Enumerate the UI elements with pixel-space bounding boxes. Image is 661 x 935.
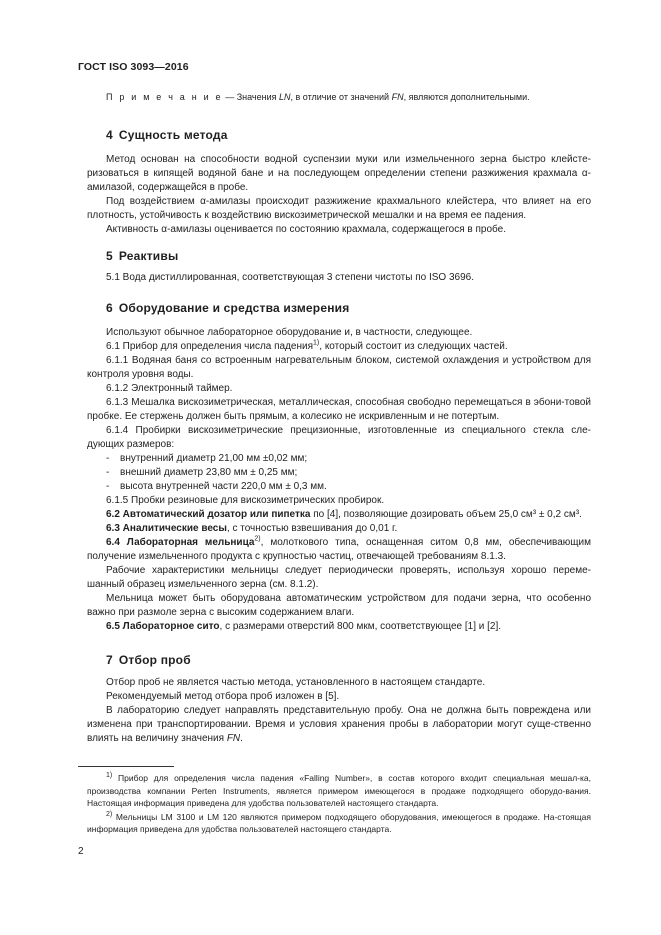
section-7-body xyxy=(87,676,591,746)
section-7-fn: FN xyxy=(226,733,241,744)
footnote-1-marker: 1) xyxy=(106,772,113,780)
footnote-1-text: Прибор для определения числа падения «Falling Number», в состав которого входит специальная мешал-ка, производства компании Perten Instruments, является примером имеющегося в продаже подходящего оборудо-вания. Настоящая информация приведена для удобства пользователей настоящего стандарта. xyxy=(87,773,591,808)
item-6-1-1: 6.1.1 Водяная баня со встроенным нагревательным блоком, системой охлаждения и устройством для контроля уровня воды. xyxy=(87,355,591,380)
section-7-heading xyxy=(106,653,191,667)
item-6-1-text: 6.1 Прибор для определения числа падения xyxy=(106,341,314,352)
item-6-4-para-2: Рабочие характеристики мельницы следует периодически проверять, используя хорошо переме-шанный образец измельченного зерна (см. 8.1.2). xyxy=(87,565,591,590)
footnote-2-marker: 2) xyxy=(106,810,113,818)
footnotes xyxy=(87,772,591,837)
item-6-1-4: 6.1.4 Пробирки вискозиметрические прецизионные, изготовленные из специального стекла сле-дующих размеров: xyxy=(87,425,591,450)
dimension-text-2: внешний диаметр 23,80 мм ± 0,25 мм; xyxy=(120,467,298,478)
item-6-4-text: , молоткового типа, оснащенная ситом 0,8 мм, обеспечивающим получение измельченного продукта с крупностью частиц, отвечающей требованиям 8.1.3. xyxy=(87,537,591,562)
item-6-1 xyxy=(87,340,591,354)
section-4-title: Сущность метода xyxy=(118,128,228,142)
section-7-number: 7 xyxy=(106,653,113,667)
section-4-heading xyxy=(106,128,228,142)
section-4-number: 4 xyxy=(106,128,113,142)
item-6-2-title: 6.2 Автоматический дозатор или пипетка xyxy=(106,509,311,520)
section-7-title: Отбор проб xyxy=(118,653,191,667)
section-5-body xyxy=(87,271,591,285)
document-header: ГОСТ ISO 3093—2016 xyxy=(78,61,189,73)
section-4-para-2: Под воздействием α-амилазы происходит разжижение крахмального клейстера, что влияет на его плотность, устойчивость к воздействию вискозиметрической мешалки и на время ее падения. xyxy=(87,196,591,221)
section-4-body xyxy=(87,153,591,237)
section-4-para-1: Метод основан на способности водной суспензии муки или измельченного зерна быстро клейсте-ризоваться в кипящей водяной бане и на последующем определении степени разжижения крахмала α-амилазой, содержащейся в пробе. xyxy=(87,154,591,193)
note-label: П р и м е ч а н и е xyxy=(106,92,223,102)
note-text-a: — Значения xyxy=(222,92,279,102)
note-ln: LN xyxy=(278,92,291,102)
section-6-body xyxy=(87,326,591,634)
section-5-para-1: 5.1 Вода дистиллированная, соответствующая 3 степени чистоты по ISO 3696. xyxy=(106,272,474,283)
section-4-para-3: Активность α-амилазы оценивается по состоянию крахмала, содержащегося в пробе. xyxy=(106,224,507,235)
list-dash: - xyxy=(106,467,110,478)
item-6-5 xyxy=(87,620,591,634)
item-6-3-text: , с точностью взвешивания до 0,01 г. xyxy=(226,523,398,534)
item-6-4-title: 6.4 Лабораторная мельница xyxy=(106,537,255,548)
dimension-text-1: внутренний диаметр 21,00 мм ±0,02 мм; xyxy=(120,453,308,464)
dimension-item-3 xyxy=(87,480,591,494)
item-6-1-5: 6.1.5 Пробки резиновые для вискозиметрических пробирок. xyxy=(106,495,385,506)
item-6-1-tail: , который состоит из следующих частей. xyxy=(319,341,508,352)
footnote-2 xyxy=(87,811,591,836)
section-7-para-3 xyxy=(87,704,591,746)
section-6-number: 6 xyxy=(106,301,113,315)
note-text-b: , в отличие от значений xyxy=(290,92,392,102)
item-6-1-3: 6.1.3 Мешалка вискозиметрическая, металлическая, способная свободно перемещаться в эбони-товой пробке. Ее стержень должен быть прямым, а колесико не искривленным и не потертым. xyxy=(87,397,591,422)
item-6-2 xyxy=(87,508,591,522)
section-5-heading xyxy=(106,249,178,263)
footnote-ref-1: 1) xyxy=(313,339,320,347)
item-6-4-para-3: Мельница может быть оборудована автоматическим устройством для подачи зерна, что особенно важно при размоле зерна с высоким содержанием влаги. xyxy=(87,593,591,618)
item-6-4 xyxy=(87,536,591,564)
section-6-intro: Используют обычное лабораторное оборудование и, в частности, следующее. xyxy=(106,327,473,338)
footnote-ref-2: 2) xyxy=(254,535,261,543)
section-6-heading xyxy=(106,301,349,315)
section-6-title: Оборудование и средства измерения xyxy=(118,301,350,315)
section-7-para-3-text: В лабораторию следует направлять представительную пробу. Она не должна быть повреждена или изменена при транспортировании. Время и условия хранения пробы в лаборатории могут суще-ственно влиять на величину значения xyxy=(87,705,591,744)
list-dash: - xyxy=(106,481,110,492)
note xyxy=(106,92,530,102)
note-text-c: , являются дополнительными. xyxy=(403,92,530,102)
section-5-title: Реактивы xyxy=(118,249,179,263)
item-6-5-title: 6.5 Лабораторное сито xyxy=(106,621,220,632)
page-number: 2 xyxy=(78,846,84,857)
dimension-item-2 xyxy=(87,466,591,480)
dimension-text-3: высота внутренней части 220,0 мм ± 0,3 мм. xyxy=(120,481,327,492)
footnote-separator xyxy=(78,766,174,767)
item-6-1-2: 6.1.2 Электронный таймер. xyxy=(106,383,233,394)
dimension-item-1 xyxy=(87,452,591,466)
item-6-2-text: по [4], позволяющие дозировать объем 25,0 см³ ± 0,2 см³. xyxy=(310,509,582,520)
item-6-3-title: 6.3 Аналитические весы xyxy=(106,523,227,534)
section-5-number: 5 xyxy=(106,249,113,263)
footnote-1 xyxy=(87,772,591,810)
section-7-para-1: Отбор проб не является частью метода, установленного в настоящем стандарте. xyxy=(106,677,486,688)
item-6-5-text: , с размерами отверстий 800 мкм, соответствующее [1] и [2]. xyxy=(219,621,502,632)
section-7-para-2: Рекомендуемый метод отбора проб изложен в [5]. xyxy=(106,691,340,702)
list-dash: - xyxy=(106,453,110,464)
item-6-3 xyxy=(87,522,591,536)
note-fn: FN xyxy=(391,92,404,102)
footnote-2-text: Мельницы LM 3100 и LM 120 являются примером подходящего оборудования, имеющегося в продаже. На-стоящая информация приведена для удобства пользователей настоящего стандарта. xyxy=(87,811,591,834)
section-7-para-3-end: . xyxy=(240,733,243,744)
